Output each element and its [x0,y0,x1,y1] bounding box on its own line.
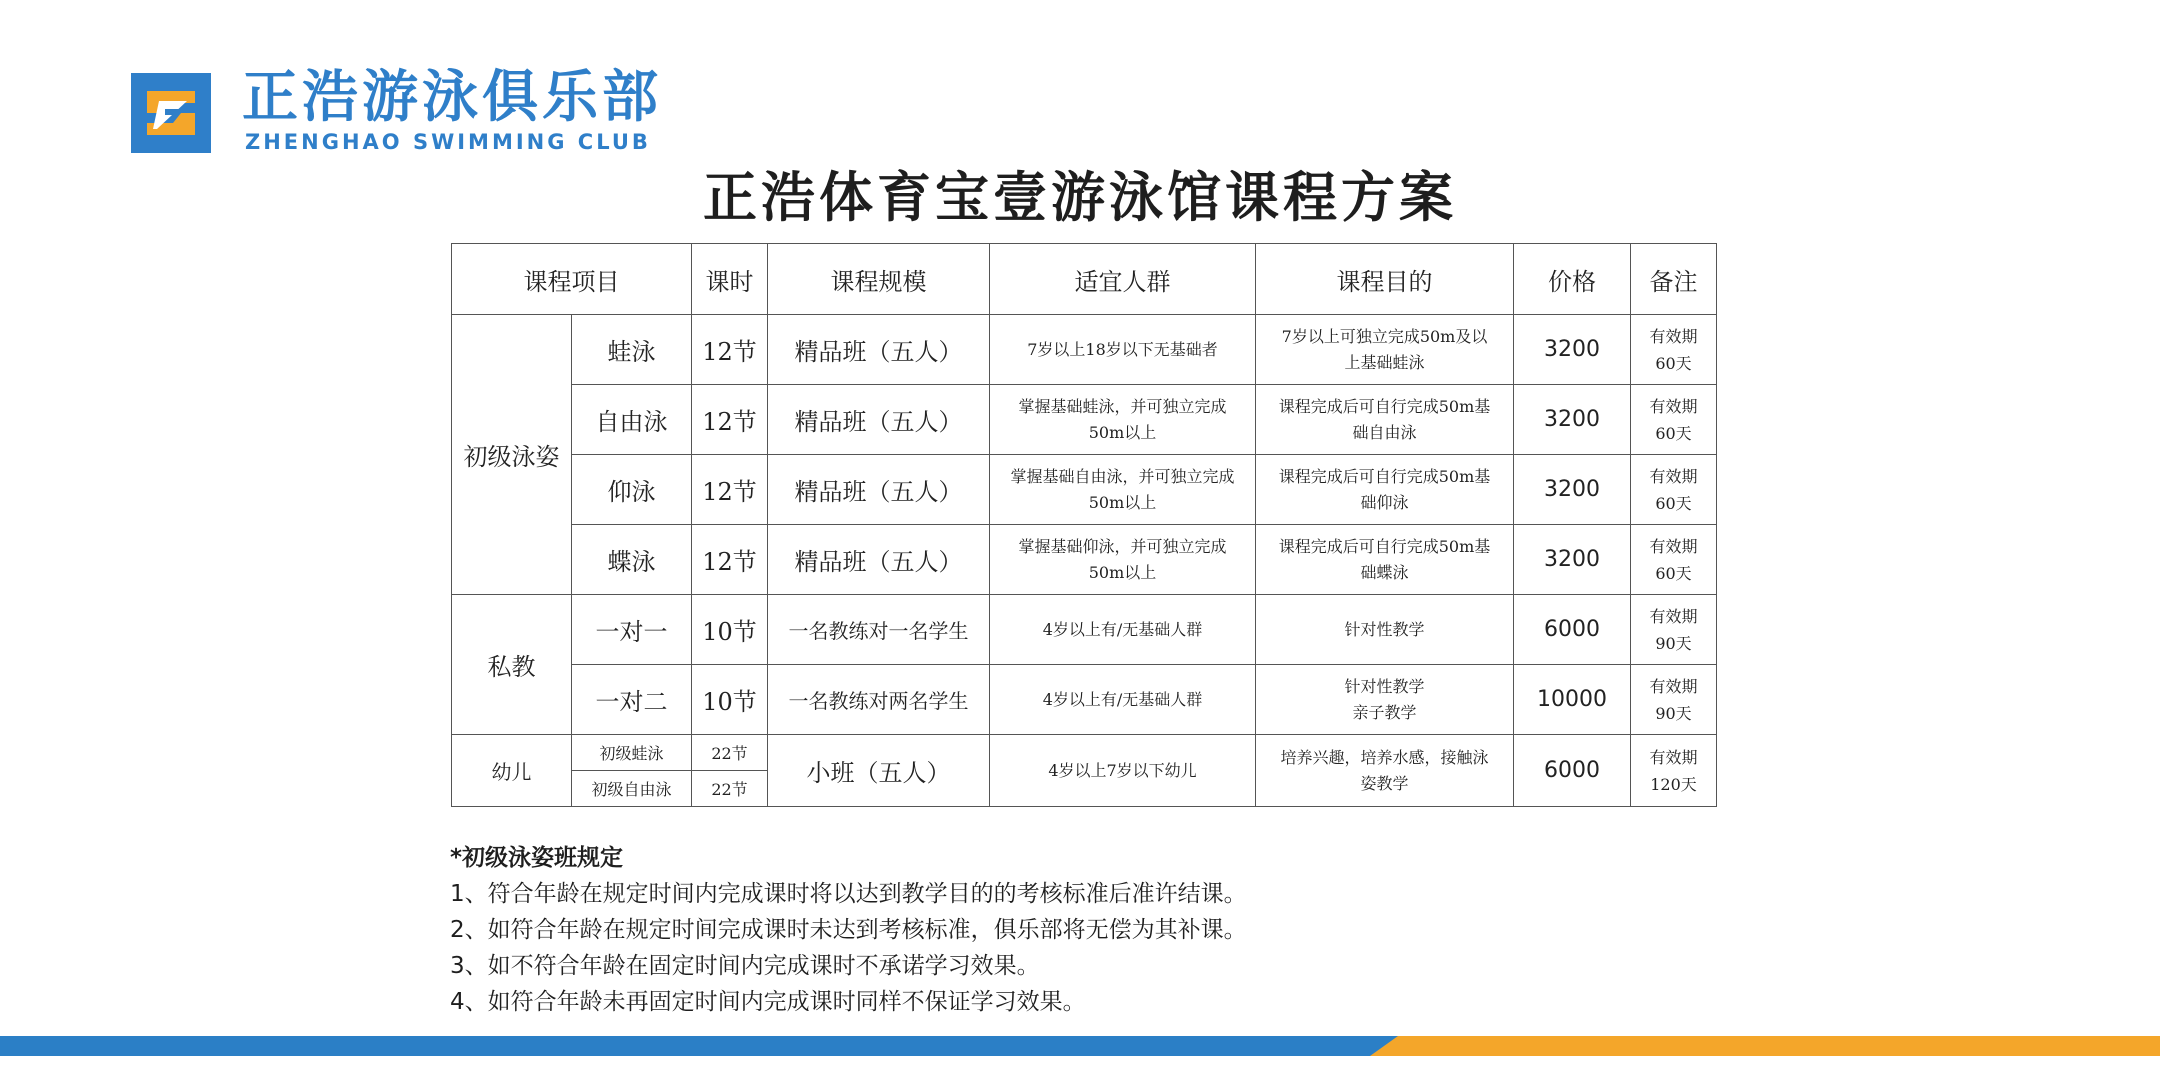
course-price: 10000 [1514,665,1631,735]
course-audience [990,315,1256,385]
note-line: 120天 [1650,774,1697,794]
course-goal [1256,385,1514,455]
goal-line: 课程完成后可自行完成50m基 [1278,396,1491,416]
table-row [452,385,1717,455]
goal-line: 姿教学 [1360,773,1409,793]
course-item: 蛙泳 [572,315,692,385]
header-price: 价格 [1514,244,1631,315]
course-price: 6000 [1514,735,1631,807]
header-course-item: 课程项目 [452,244,692,315]
course-audience [990,525,1256,595]
bottom-bar-orange [1370,1036,2160,1056]
course-scale: 一名教练对一名学生 [768,595,990,665]
audience-line: 4岁以上7岁以下幼儿 [1048,760,1197,780]
goal-line: 针对性教学 [1344,676,1425,696]
goal-line: 础自由泳 [1352,422,1417,442]
rule-line: 2、如符合年龄在规定时间完成课时未达到考核标准，俱乐部将无偿为其补课。 [450,917,1247,943]
course-audience [990,735,1256,807]
course-hours: 12节 [692,385,768,455]
note-line: 60天 [1655,423,1692,443]
note-line: 有效期 [1649,676,1698,696]
table-row [452,595,1717,665]
page-title: 正浩体育宝壹游泳馆课程方案 [703,166,1457,229]
audience-line: 4岁以上有/无基础人群 [1042,619,1203,639]
header-scale: 课程规模 [768,244,990,315]
course-item: 一对一 [572,595,692,665]
course-hours: 10节 [692,595,768,665]
course-price: 3200 [1514,385,1631,455]
note-line: 90天 [1655,633,1692,653]
course-note [1631,315,1717,385]
table-row [452,315,1717,385]
course-goal [1256,665,1514,735]
note-line: 有效期 [1649,747,1698,767]
course-item: 蝶泳 [572,525,692,595]
audience-line: 50m以上 [1088,492,1157,512]
table-header-row [452,244,1717,315]
course-item: 一对二 [572,665,692,735]
header-note: 备注 [1631,244,1717,315]
course-goal [1256,595,1514,665]
course-price: 6000 [1514,595,1631,665]
course-price: 3200 [1514,455,1631,525]
course-item: 初级蛙泳 [572,735,692,771]
note-line: 60天 [1655,563,1692,583]
table-row [452,665,1717,735]
course-scale: 精品班（五人） [768,455,990,525]
audience-line: 7岁以上18岁以下无基础者 [1027,339,1218,359]
header-audience: 适宜人群 [990,244,1256,315]
course-hours: 22节 [692,771,768,807]
note-line: 60天 [1655,493,1692,513]
course-scale: 小班（五人） [768,735,990,807]
course-audience [990,595,1256,665]
course-note [1631,595,1717,665]
course-audience [990,455,1256,525]
table-row [452,525,1717,595]
course-goal [1256,525,1514,595]
goal-line: 课程完成后可自行完成50m基 [1278,536,1491,556]
course-audience [990,665,1256,735]
course-goal [1256,735,1514,807]
audience-line: 掌握基础蛙泳，并可独立完成 [1018,396,1227,416]
course-scale: 精品班（五人） [768,525,990,595]
goal-line: 亲子教学 [1352,702,1417,722]
course-note [1631,455,1717,525]
rules-section [450,840,1247,1020]
club-name-cn: 正浩游泳俱乐部 [242,65,662,130]
course-goal [1256,455,1514,525]
course-audience [990,385,1256,455]
course-item: 初级自由泳 [572,771,692,807]
category-kids: 幼儿 [452,735,572,807]
goal-line: 针对性教学 [1344,619,1425,639]
club-name-en: ZHENGHAO SWIMMING CLUB [245,130,651,154]
rule-line: 1、符合年龄在规定时间内完成课时将以达到教学目的的考核标准后准许结课。 [450,881,1247,907]
note-line: 有效期 [1649,466,1698,486]
course-item: 自由泳 [572,385,692,455]
rules-title: *初级泳姿班规定 [450,845,624,871]
zh-logo-icon [131,73,211,153]
course-scale: 精品班（五人） [768,315,990,385]
note-line: 90天 [1655,703,1692,723]
audience-line: 4岁以上有/无基础人群 [1042,689,1203,709]
goal-line: 课程完成后可自行完成50m基 [1278,466,1491,486]
header-goal: 课程目的 [1256,244,1514,315]
note-line: 有效期 [1649,326,1698,346]
course-scale: 精品班（五人） [768,385,990,455]
goal-line: 培养兴趣，培养水感，接触泳 [1280,747,1489,767]
table-row [452,455,1717,525]
rule-line: 3、如不符合年龄在固定时间内完成课时不承诺学习效果。 [450,953,1040,979]
goal-line: 7岁以上可独立完成50m及以 [1281,326,1488,346]
audience-line: 掌握基础仰泳，并可独立完成 [1018,536,1227,556]
course-table [451,243,1717,807]
course-hours: 12节 [692,455,768,525]
course-hours: 12节 [692,315,768,385]
course-price: 3200 [1514,315,1631,385]
note-line: 有效期 [1649,396,1698,416]
goal-line: 础蝶泳 [1360,562,1409,582]
course-note [1631,735,1717,807]
table-row [452,735,1717,771]
course-scale: 一名教练对两名学生 [768,665,990,735]
audience-line: 掌握基础自由泳，并可独立完成 [1010,466,1235,486]
course-item: 仰泳 [572,455,692,525]
note-line: 有效期 [1649,606,1698,626]
header-hours: 课时 [692,244,768,315]
category-private: 私教 [452,595,572,735]
course-goal [1256,315,1514,385]
goal-line: 上基础蛙泳 [1344,352,1425,372]
note-line: 60天 [1655,353,1692,373]
goal-line: 础仰泳 [1360,492,1409,512]
rule-line: 4、如符合年龄未再固定时间内完成课时同样不保证学习效果。 [450,989,1086,1015]
audience-line: 50m以上 [1088,422,1157,442]
course-hours: 22节 [692,735,768,771]
course-note [1631,385,1717,455]
course-note [1631,665,1717,735]
audience-line: 50m以上 [1088,562,1157,582]
note-line: 有效期 [1649,536,1698,556]
course-price: 3200 [1514,525,1631,595]
course-hours: 10节 [692,665,768,735]
course-hours: 12节 [692,525,768,595]
category-beginner: 初级泳姿 [452,315,572,595]
course-note [1631,525,1717,595]
